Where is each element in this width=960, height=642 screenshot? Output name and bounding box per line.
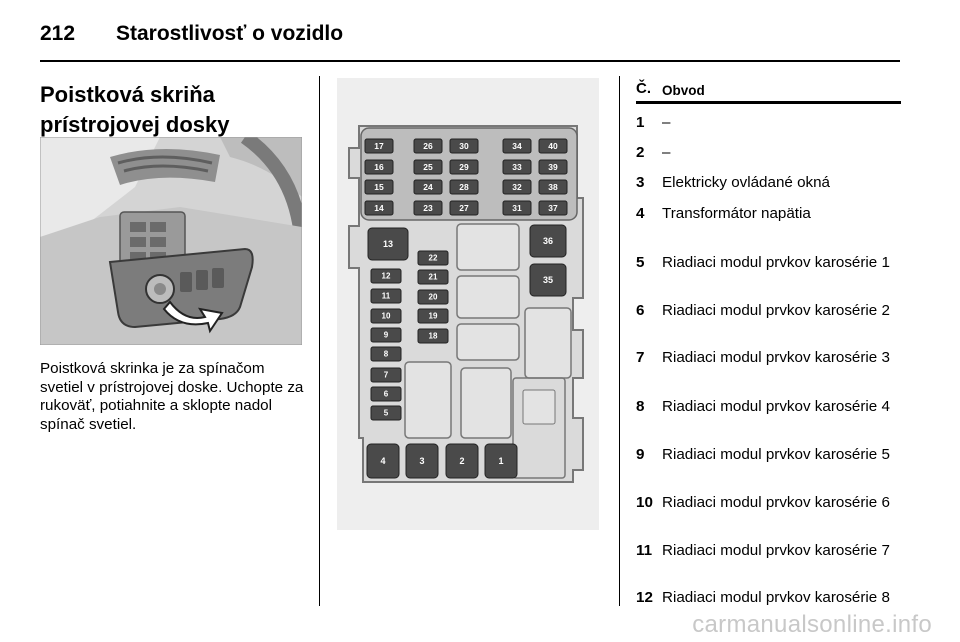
table-row xyxy=(636,398,901,417)
fuse-label: 40 xyxy=(548,141,558,151)
fuse-label: 28 xyxy=(459,182,469,192)
fuse-label: 7 xyxy=(383,370,389,380)
table-row xyxy=(636,205,901,224)
table-row xyxy=(636,494,901,513)
fuse-label: 13 xyxy=(382,239,394,249)
empty-socket xyxy=(457,224,519,270)
fuse-label: 6 xyxy=(383,389,389,399)
table-row xyxy=(636,144,901,163)
fuse-label: 10 xyxy=(381,311,391,321)
section-title xyxy=(40,80,310,140)
row-number: 2 xyxy=(636,144,645,161)
fuse-label: 9 xyxy=(383,330,389,340)
header-number: Č. xyxy=(636,80,651,97)
page-number: 212 xyxy=(40,22,76,45)
page-header xyxy=(40,22,920,62)
section-title-line2: prístrojovej dosky xyxy=(40,112,230,137)
fuse-layout-svg xyxy=(337,78,599,530)
fuse-label: 15 xyxy=(374,182,384,192)
circuit-table xyxy=(636,80,901,606)
table-row xyxy=(636,114,901,133)
fuse-label: 34 xyxy=(512,141,522,151)
fuse-label: 19 xyxy=(428,311,438,321)
empty-socket xyxy=(525,308,571,378)
table-row xyxy=(636,302,901,321)
table-row xyxy=(636,174,901,193)
table-row xyxy=(636,349,901,368)
row-circuit: Riadiaci modul prvkov karosérie 2 xyxy=(662,302,890,319)
row-circuit: Riadiaci modul prvkov karosérie 3 xyxy=(662,349,890,366)
fuse-label: 18 xyxy=(428,331,438,341)
fuse-label: 31 xyxy=(512,203,522,213)
fuse-label: 20 xyxy=(428,292,438,302)
fuse-label: 1 xyxy=(498,456,504,466)
table-header xyxy=(636,80,901,104)
row-number: 8 xyxy=(636,398,645,415)
fuse-label: 3 xyxy=(419,456,425,466)
fuse-label: 8 xyxy=(383,349,389,359)
fuse-label: 12 xyxy=(381,271,391,281)
column-divider-left xyxy=(319,76,320,606)
fuse-label: 26 xyxy=(423,141,433,151)
running-title: Starostlivosť o vozidlo xyxy=(116,22,344,45)
empty-socket xyxy=(457,276,519,318)
row-number: 11 xyxy=(636,542,653,559)
row-circuit: Riadiaci modul prvkov karosérie 1 xyxy=(662,254,890,271)
fuse-box-photo-illustration xyxy=(40,137,302,345)
fuse-label: 37 xyxy=(548,203,558,213)
row-circuit: Riadiaci modul prvkov karosérie 8 xyxy=(662,589,890,606)
body-paragraph: Poistková skrinka je za spínačom svetiel v prístrojovej doske. Uchopte za rukoväť, potiahnite a sklopte nadol spínač svetiel. xyxy=(40,360,304,433)
fuse-label: 39 xyxy=(548,162,558,172)
row-number: 5 xyxy=(636,254,645,271)
row-circuit: Riadiaci modul prvkov karosérie 5 xyxy=(662,446,890,463)
section-title-line1: Poistková skriňa xyxy=(40,82,215,107)
row-number: 10 xyxy=(636,494,653,511)
table-row xyxy=(636,446,901,465)
fuse-box-photo xyxy=(40,137,302,345)
fuse-label: 32 xyxy=(512,182,522,192)
fuse-layout-diagram xyxy=(337,78,599,530)
fuse-label: 25 xyxy=(423,162,433,172)
empty-socket xyxy=(457,324,519,360)
watermark: carmanualsonline.info xyxy=(692,611,932,638)
row-circuit: Elektricky ovládané okná xyxy=(662,174,830,191)
empty-socket xyxy=(461,368,511,438)
row-number: 4 xyxy=(636,205,645,222)
fuse-label: 30 xyxy=(459,141,469,151)
header-rule xyxy=(40,60,900,62)
fuse-label: 24 xyxy=(423,182,433,192)
fuse-label: 29 xyxy=(459,162,469,172)
fuse-label: 35 xyxy=(542,275,554,285)
row-number: 12 xyxy=(636,589,653,606)
fuse-label: 38 xyxy=(548,182,558,192)
row-circuit: Riadiaci modul prvkov karosérie 6 xyxy=(662,494,890,511)
fuse-label: 23 xyxy=(423,203,433,213)
row-number: 6 xyxy=(636,302,645,319)
fuse-label: 5 xyxy=(383,408,389,418)
fuse-label: 22 xyxy=(428,253,438,263)
row-circuit: Riadiaci modul prvkov karosérie 7 xyxy=(662,542,890,559)
fuse-label: 36 xyxy=(542,236,554,246)
fuse-label: 21 xyxy=(428,272,438,282)
row-circuit: Riadiaci modul prvkov karosérie 4 xyxy=(662,398,890,415)
fuse-label: 17 xyxy=(374,141,384,151)
row-number: 1 xyxy=(636,114,645,131)
table-row xyxy=(636,254,901,273)
fuse-label: 33 xyxy=(512,162,522,172)
table-row xyxy=(636,542,901,561)
table-row xyxy=(636,589,901,608)
fuse-label: 2 xyxy=(459,456,465,466)
fuse-label: 11 xyxy=(381,291,391,301)
header-circuit: Obvod xyxy=(662,83,705,98)
fuse-label: 27 xyxy=(459,203,469,213)
empty-socket xyxy=(405,362,451,438)
row-number: 7 xyxy=(636,349,645,366)
column-divider-right xyxy=(619,76,620,606)
row-circuit: – xyxy=(662,114,671,131)
fuse-label: 14 xyxy=(374,203,384,213)
row-circuit: Transformátor napätia xyxy=(662,205,811,222)
row-number: 9 xyxy=(636,446,645,463)
fuse-label: 16 xyxy=(374,162,384,172)
fuse-label: 4 xyxy=(380,456,386,466)
row-number: 3 xyxy=(636,174,645,191)
connector-socket xyxy=(523,390,555,424)
row-circuit: – xyxy=(662,144,671,161)
